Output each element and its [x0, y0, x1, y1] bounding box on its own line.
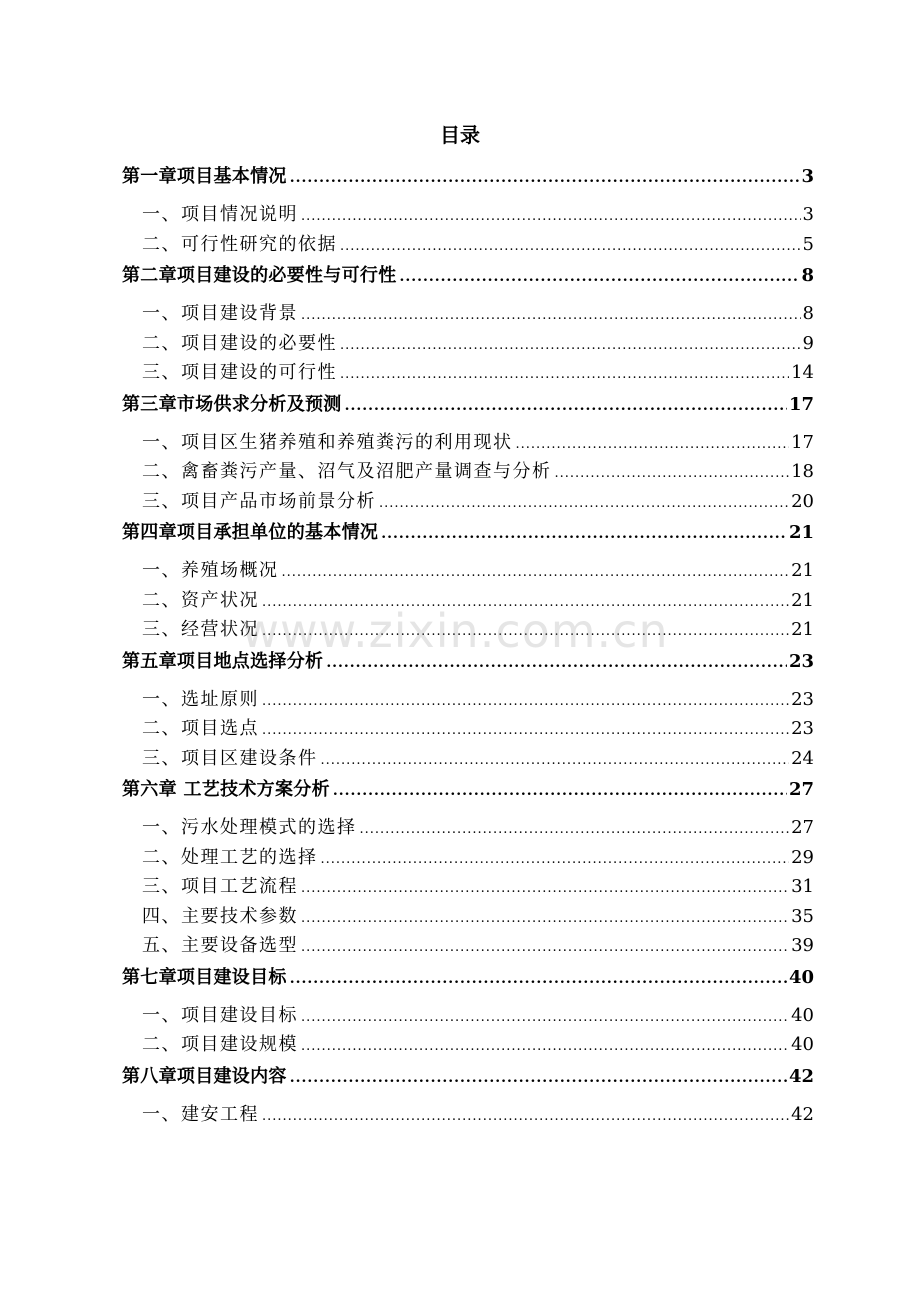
- toc-page-number: 8: [802, 303, 814, 324]
- toc-chapter-label: 第二章项目建设的必要性与可行性: [122, 265, 397, 286]
- toc-page-number: 40: [788, 966, 814, 988]
- toc-chapter-entry[interactable]: [122, 259, 814, 293]
- toc-section-label: 二、项目建设规模: [142, 1034, 298, 1055]
- toc-page-number: 5: [802, 233, 814, 255]
- toc-leader-dots: [301, 1032, 789, 1062]
- toc-section-entry[interactable]: [122, 1001, 814, 1031]
- toc-section-entry[interactable]: [122, 299, 814, 329]
- toc-leader-dots: [333, 774, 787, 808]
- toc-section-label: 三、经营状况: [142, 619, 259, 640]
- toc-chapter-entry[interactable]: [122, 961, 814, 995]
- toc-leader-dots: [360, 815, 790, 845]
- toc-page-number: 27: [791, 817, 814, 838]
- toc-chapter-label: 第一章项目基本情况: [122, 166, 287, 187]
- toc-section-label: 一、项目情况说明: [142, 204, 298, 225]
- toc-leader-dots: [516, 430, 790, 460]
- toc-section-label: 二、可行性研究的依据: [142, 233, 337, 255]
- toc-chapter-label: 第八章项目建设内容: [122, 1065, 287, 1087]
- toc-section-entry[interactable]: [122, 615, 814, 645]
- toc-leader-dots: [340, 360, 789, 390]
- toc-section-entry[interactable]: [122, 714, 814, 744]
- toc-leader-dots: [340, 232, 801, 262]
- toc-page-number: 20: [791, 490, 814, 512]
- toc-section-entry[interactable]: [122, 931, 814, 961]
- toc-section-label: 二、处理工艺的选择: [142, 846, 318, 868]
- toc-leader-dots: [290, 1061, 787, 1095]
- toc-chapter-entry[interactable]: [122, 645, 814, 679]
- toc-page-number: 21: [791, 560, 814, 581]
- watermark: www.zixin.com.cn: [241, 604, 669, 658]
- toc-page-number: 21: [791, 619, 814, 640]
- toc-section-entry[interactable]: [122, 358, 814, 388]
- toc-section-label: 三、项目区建设条件: [142, 747, 318, 769]
- toc-leader-dots: [262, 687, 789, 717]
- toc-page-number: 24: [791, 747, 814, 769]
- toc-leader-dots: [400, 260, 800, 294]
- toc-page-number: 29: [791, 846, 814, 868]
- toc-section-entry[interactable]: [122, 902, 814, 932]
- toc-page-number: 9: [802, 332, 814, 354]
- toc-section-label: 一、建安工程: [142, 1103, 259, 1125]
- toc-section-label: 一、项目建设背景: [142, 303, 298, 324]
- toc-title: 目录: [440, 123, 480, 147]
- toc-section-label: 二、项目选点: [142, 718, 259, 739]
- toc-leader-dots: [262, 617, 789, 647]
- toc-section-entry[interactable]: [122, 813, 814, 843]
- toc-section-label: 一、养殖场概况: [142, 560, 279, 581]
- toc-section-label: 三、项目建设的可行性: [142, 362, 337, 383]
- toc-page-number: 35: [791, 905, 814, 927]
- toc-section-entry[interactable]: [122, 872, 814, 902]
- toc-page-number: 17: [788, 393, 814, 415]
- toc-page-number: 40: [791, 1034, 814, 1055]
- toc-section-entry[interactable]: [122, 685, 814, 715]
- toc-section-label: 五、主要设备选型: [142, 935, 298, 956]
- toc-chapter-entry[interactable]: [122, 160, 814, 194]
- toc-page-number: 21: [788, 522, 814, 543]
- toc-chapter-label: 第六章 工艺技术方案分析: [122, 779, 330, 800]
- toc-leader-dots: [321, 845, 790, 875]
- toc-page-number: 3: [802, 204, 814, 225]
- toc-leader-dots: [345, 389, 787, 423]
- toc-section-entry[interactable]: [122, 556, 814, 586]
- toc-page-number: 21: [791, 589, 814, 611]
- toc-page-number: 14: [791, 362, 814, 383]
- toc-leader-dots: [379, 489, 789, 519]
- toc-leader-dots: [262, 716, 789, 746]
- toc-page-number: 27: [788, 779, 814, 800]
- toc-page-number: 40: [791, 1004, 814, 1026]
- toc-chapter-entry[interactable]: [122, 516, 814, 550]
- toc-section-entry[interactable]: [122, 200, 814, 230]
- toc-section-entry[interactable]: [122, 1100, 814, 1130]
- toc-leader-dots: [262, 588, 789, 618]
- toc-page-number: 18: [791, 461, 814, 482]
- toc-leader-dots: [301, 301, 801, 331]
- toc-leader-dots: [301, 874, 789, 904]
- toc-section-label: 三、项目工艺流程: [142, 876, 298, 897]
- toc-section-entry[interactable]: [122, 329, 814, 359]
- toc-section-entry[interactable]: [122, 230, 814, 260]
- toc-section-entry[interactable]: [122, 843, 814, 873]
- toc-page-number: 17: [791, 431, 814, 453]
- toc-section-entry[interactable]: [122, 487, 814, 517]
- toc-page-number: 31: [791, 876, 814, 897]
- toc-leader-dots: [326, 646, 787, 680]
- toc-section-label: 三、项目产品市场前景分析: [142, 490, 376, 512]
- toc-section-label: 二、禽畜粪污产量、沼气及沼肥产量调查与分析: [142, 461, 552, 482]
- toc-leader-dots: [262, 1102, 789, 1132]
- toc-section-entry[interactable]: [122, 744, 814, 774]
- toc-leader-dots: [290, 161, 800, 195]
- toc-page-number: 23: [791, 718, 814, 739]
- toc-section-entry[interactable]: [122, 1030, 814, 1060]
- toc-section-entry[interactable]: [122, 586, 814, 616]
- table-of-contents: [122, 160, 814, 1129]
- toc-chapter-entry[interactable]: [122, 1060, 814, 1094]
- toc-chapter-label: 第四章项目承担单位的基本情况: [122, 522, 379, 543]
- toc-section-label: 二、项目建设的必要性: [142, 332, 337, 354]
- toc-page-number: 8: [801, 265, 814, 286]
- toc-leader-dots: [301, 1003, 789, 1033]
- toc-section-label: 一、项目区生猪养殖和养殖粪污的利用现状: [142, 431, 513, 453]
- toc-page-number: 23: [788, 650, 814, 672]
- toc-leader-dots: [290, 962, 787, 996]
- toc-section-entry[interactable]: [122, 428, 814, 458]
- toc-leader-dots: [301, 202, 801, 232]
- toc-leader-dots: [555, 459, 790, 489]
- toc-section-entry[interactable]: [122, 457, 814, 487]
- toc-leader-dots: [301, 933, 789, 963]
- toc-page-number: 42: [788, 1065, 814, 1087]
- toc-page-number: 3: [801, 166, 814, 187]
- toc-section-label: 一、项目建设目标: [142, 1004, 298, 1026]
- toc-page-number: 39: [791, 935, 814, 956]
- toc-leader-dots: [381, 517, 787, 551]
- toc-chapter-entry[interactable]: [122, 773, 814, 807]
- toc-section-label: 四、主要技术参数: [142, 905, 298, 927]
- toc-leader-dots: [301, 904, 789, 934]
- toc-section-label: 一、污水处理模式的选择: [142, 817, 357, 838]
- toc-chapter-label: 第三章市场供求分析及预测: [122, 393, 342, 415]
- toc-chapter-label: 第五章项目地点选择分析: [122, 650, 324, 672]
- toc-section-label: 二、资产状况: [142, 589, 259, 611]
- toc-page-number: 42: [791, 1103, 814, 1125]
- toc-chapter-entry[interactable]: [122, 388, 814, 422]
- toc-chapter-label: 第七章项目建设目标: [122, 966, 287, 988]
- toc-section-label: 一、选址原则: [142, 688, 259, 710]
- toc-leader-dots: [321, 746, 790, 776]
- toc-leader-dots: [340, 331, 801, 361]
- toc-page-number: 23: [791, 688, 814, 710]
- toc-leader-dots: [282, 558, 790, 588]
